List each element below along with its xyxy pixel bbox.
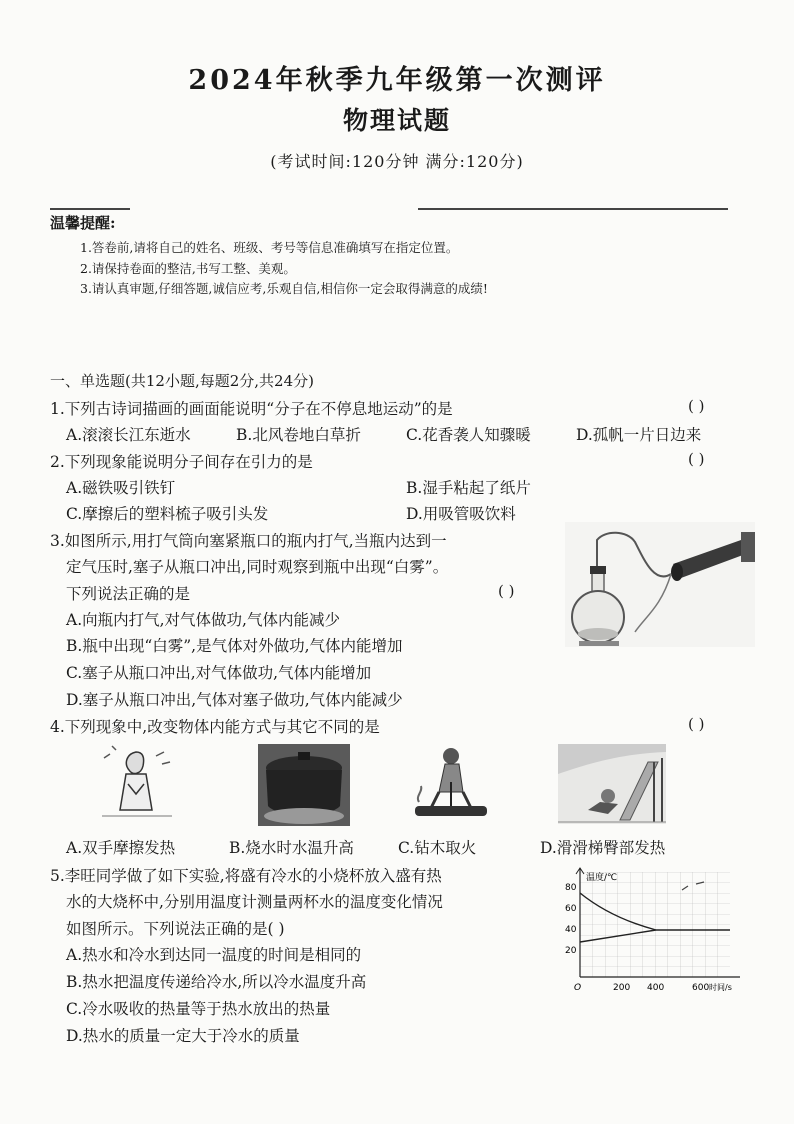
x-axis-label: 时间/s (709, 983, 732, 992)
slide-picture (558, 744, 666, 824)
x-tick: 200 (613, 983, 631, 993)
x-tick: 400 (647, 983, 665, 993)
question-3-stem-line: 下列说法正确的是 (66, 585, 191, 603)
q1-option-b[interactable]: B.北风卷地白草折 (236, 426, 361, 444)
drill-fire-picture (405, 742, 497, 826)
tips-divider-left (50, 208, 130, 210)
hands-rubbing-picture (96, 744, 176, 824)
q2-option-a[interactable]: A.磁铁吸引铁钉 (66, 479, 176, 497)
y-tick: 20 (565, 946, 577, 956)
section-title: 一、单选题(共12小题,每题2分,共24分) (50, 372, 314, 390)
question-2-stem: 2.下列现象能说明分子间存在引力的是 (50, 453, 313, 471)
question-3-stem-line: 3.如图所示,用打气筒向塞紧瓶口的瓶内打气,当瓶内达到一 (50, 532, 447, 550)
q4-option-d[interactable]: D.滑滑梯臀部发热 (540, 839, 666, 857)
y-tick: 40 (565, 925, 577, 935)
question-5-stem-line: 如图所示。下列说法正确的是( ) (66, 920, 285, 938)
q1-option-c[interactable]: C.花香袭人知骤暖 (406, 426, 531, 444)
origin-label: O (574, 983, 582, 993)
q3-option-c[interactable]: C.塞子从瓶口冲出,对气体做功,气体内能增加 (66, 664, 372, 682)
tip-item: 3.请认真审题,仔细答题,诚信应考,乐观自信,相信你一定会取得满意的成绩! (80, 281, 488, 296)
q2-option-c[interactable]: C.摩擦后的塑料梳子吸引头发 (66, 505, 269, 523)
question-1-stem: 1.下列古诗词描画的画面能说明“分子在不停息地运动”的是 (50, 400, 453, 418)
question-5-stem-line: 5.李旺同学做了如下实验,将盛有冷水的小烧杯放入盛有热 (50, 867, 442, 885)
x-tick: 600 (692, 983, 710, 993)
q4-option-b[interactable]: B.烧水时水温升高 (229, 839, 354, 857)
flask-pump-figure (565, 522, 755, 647)
q4-option-a[interactable]: A.双手摩擦发热 (66, 839, 176, 857)
temperature-graph (556, 866, 756, 998)
y-tick: 80 (565, 883, 577, 893)
tip-item: 1.答卷前,请将自己的姓名、班级、考号等信息准确填写在指定位置。 (80, 240, 459, 255)
q2-option-b[interactable]: B.湿手粘起了纸片 (406, 479, 531, 497)
answer-blank[interactable]: ( ) (688, 450, 705, 468)
q3-option-d[interactable]: D.塞子从瓶口冲出,气体对塞子做功,气体内能减少 (66, 691, 403, 709)
tips-divider-right (418, 208, 728, 210)
answer-blank[interactable]: ( ) (498, 582, 515, 600)
q3-option-b[interactable]: B.瓶中出现“白雾”,是气体对外做功,气体内能增加 (66, 637, 403, 655)
q5-option-b[interactable]: B.热水把温度传递给冷水,所以冷水温度升高 (66, 973, 367, 991)
question-4-stem: 4.下列现象中,改变物体内能方式与其它不同的是 (50, 718, 380, 736)
boiling-pot-picture (258, 744, 350, 826)
q5-option-a[interactable]: A.热水和冷水到达同一温度的时间是相同的 (66, 946, 362, 964)
exam-title: 2024年秋季九年级第一次测评 (188, 65, 606, 96)
tips-heading: 温馨提醒: (50, 214, 116, 232)
q5-option-d[interactable]: D.热水的质量一定大于冷水的质量 (66, 1027, 300, 1045)
y-axis-label: 温度/℃ (586, 873, 618, 883)
exam-info: (考试时间:120分钟 满分:120分) (270, 152, 524, 171)
q5-option-c[interactable]: C.冷水吸收的热量等于热水放出的热量 (66, 1000, 331, 1018)
answer-blank[interactable]: ( ) (688, 397, 705, 415)
q1-option-a[interactable]: A.滚滚长江东逝水 (66, 426, 191, 444)
tip-item: 2.请保持卷面的整洁,书写工整、美观。 (80, 261, 296, 276)
q3-option-a[interactable]: A.向瓶内打气,对气体做功,气体内能减少 (66, 611, 340, 629)
q4-option-c[interactable]: C.钻木取火 (398, 839, 477, 857)
question-3-stem-line: 定气压时,塞子从瓶口冲出,同时观察到瓶中出现“白雾”。 (66, 558, 449, 576)
question-5-stem-line: 水的大烧杯中,分别用温度计测量两杯水的温度变化情况 (66, 893, 443, 911)
graph-grid (580, 872, 730, 977)
q1-option-d[interactable]: D.孤帆一片日边来 (576, 426, 702, 444)
subject-title: 物理试题 (342, 106, 451, 135)
answer-blank[interactable]: ( ) (688, 715, 705, 733)
y-tick: 60 (565, 904, 577, 914)
q2-option-d[interactable]: D.用吸管吸饮料 (406, 505, 516, 523)
